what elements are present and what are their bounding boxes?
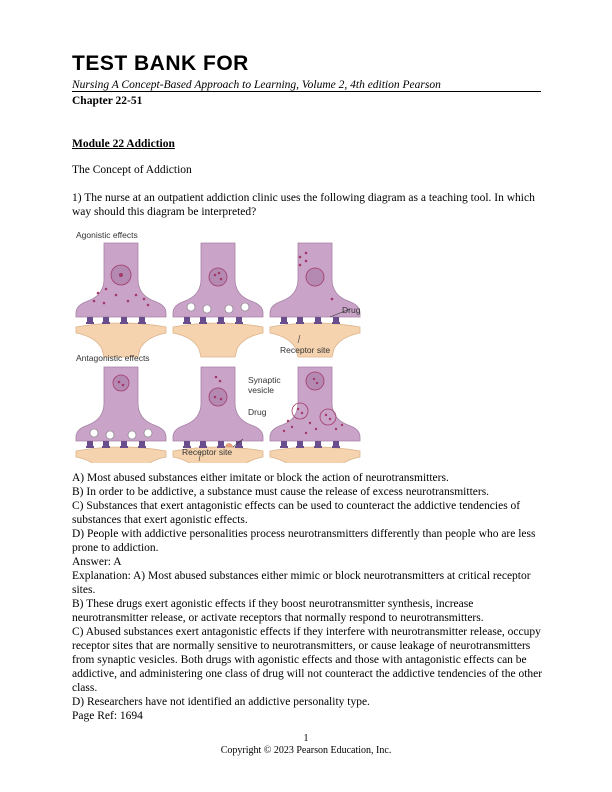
chapter-label: Chapter 22-51	[72, 95, 143, 107]
antagonist-panel-3	[270, 367, 360, 463]
agonist-panel-3	[270, 243, 360, 357]
receptor-site-label-top: Receptor site	[280, 345, 331, 355]
synapse-diagram	[72, 227, 364, 463]
explanation-d: D) Researchers have not identified an addictive personality type.	[72, 696, 370, 708]
explanation-b: B) These drugs exert agonistic effects if they boost neurotransmitter synthesis, increase neurotransmitter release, or activate receptors that normally respond to neurotransmitters.	[72, 598, 484, 624]
question-text: 1) The nurse at an outpatient addiction clinic uses the following diagram as a teaching tool. In which way should this diagram be interpreted?	[72, 192, 535, 218]
explanation-a: Explanation: A) Most abused substances either mimic or block neurotransmitters at critical receptor sites.	[72, 570, 531, 596]
receptor-site-label-bottom: Receptor site	[182, 447, 233, 457]
agonist-panel-2	[173, 243, 263, 357]
test-bank-title: TEST BANK FOR	[72, 52, 249, 75]
answer-line: Answer: A	[72, 556, 122, 568]
antagonistic-effects-label: Antagonistic effects	[76, 353, 150, 363]
copyright-notice: Copyright © 2023 Pearson Education, Inc.	[220, 745, 392, 756]
drug-label-top: Drug	[342, 305, 361, 315]
option-b: B) In order to be addictive, a substance must cause the release of excess neurotransmitters.	[72, 486, 490, 498]
header-rule	[72, 91, 541, 92]
option-d: D) People with addictive personalities process neurotransmitters differently than people who are less prone to addiction.	[72, 528, 536, 554]
page-ref: Page Ref: 1694	[72, 710, 143, 722]
option-c: C) Substances that exert antagonistic effects can be used to counteract the addictive tendencies of substances that exert agonistic effects.	[72, 500, 521, 526]
synaptic-vesicle-label-line2: vesicle	[248, 385, 274, 395]
drug-label-bottom: Drug	[248, 407, 267, 417]
book-subtitle: Nursing A Concept-Based Approach to Learning, Volume 2, 4th edition Pearson	[72, 79, 441, 91]
explanation-c: C) Abused substances exert antagonistic effects if they interfere with neurotransmitter release, occupy receptor sites that are normally sensitive to neurotransmitters, or cause leakage of neurotransmitters from synaptic vesicles. Both drugs with agonistic effects and those with antagonistic effects can be addictive, and administering one class of drug will not counteract the addictive tendencies of the other class.	[72, 626, 543, 694]
agonistic-effects-label: Agonistic effects	[76, 230, 138, 240]
agonist-panel-1	[76, 243, 166, 357]
page-number: 1	[303, 733, 309, 744]
answer-block	[72, 471, 544, 723]
module-heading: Module 22 Addiction	[72, 138, 175, 150]
concept-heading: The Concept of Addiction	[72, 164, 192, 176]
synaptic-vesicle-label-line1: Synaptic	[248, 375, 281, 385]
option-a: A) Most abused substances either imitate or block the action of neurotransmitters.	[72, 472, 449, 484]
antagonist-panel-1	[76, 367, 166, 463]
